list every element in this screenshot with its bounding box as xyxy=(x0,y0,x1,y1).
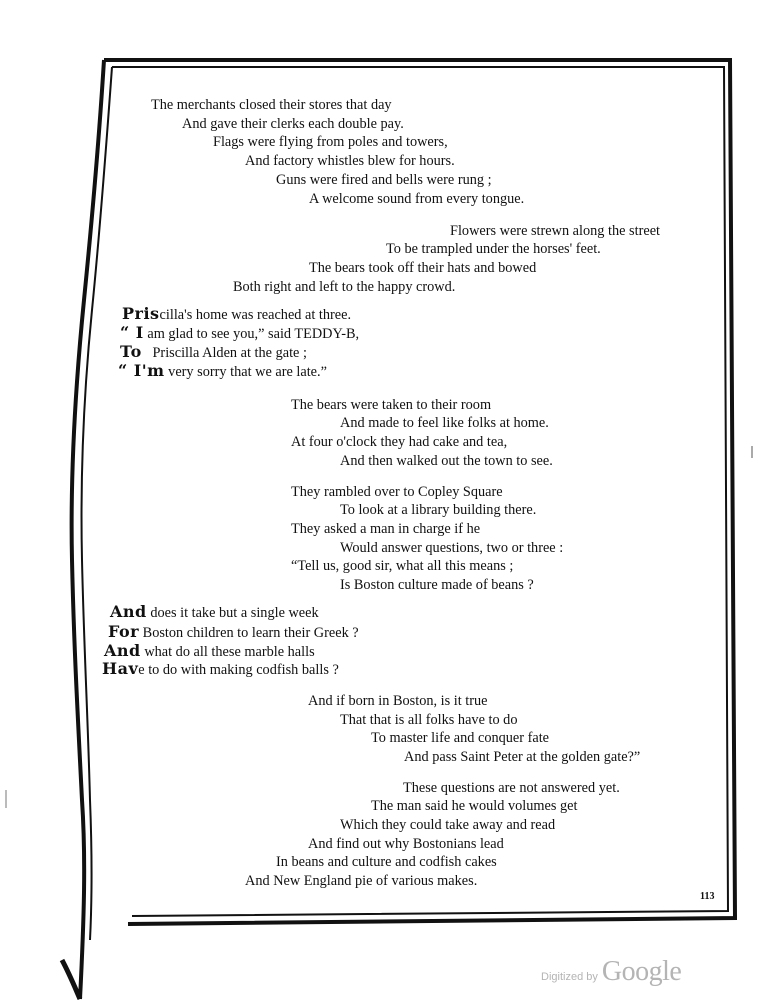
line-rest: very sorry that we are late.” xyxy=(168,364,327,380)
poem-line: The merchants closed their stores that day xyxy=(151,97,392,113)
poem-line: And find out why Bostonians lead xyxy=(308,836,504,852)
poem-line: Would answer questions, two or three : xyxy=(340,540,564,556)
decorated-initial: “ I'm xyxy=(118,361,165,380)
digitized-watermark xyxy=(541,956,681,988)
poem-line xyxy=(120,324,359,343)
page-number: 113 xyxy=(700,891,715,902)
digitized-prefix: Digitized by xyxy=(541,971,598,983)
poem-line: Guns were fired and bells were rung ; xyxy=(276,172,492,188)
poem-line: And pass Saint Peter at the golden gate?” xyxy=(404,749,641,765)
poem-line: At four o'clock they had cake and tea, xyxy=(291,434,508,450)
poem-line: These questions are not answered yet. xyxy=(403,780,620,796)
google-logo: Google xyxy=(601,956,682,987)
poem-line: Which they could take away and read xyxy=(340,817,556,833)
poem-line: Flags were flying from poles and towers, xyxy=(213,134,448,150)
poem-line: That that is all folks have to do xyxy=(340,712,518,728)
decorated-initial: “ I xyxy=(120,323,144,342)
poem-line: To master life and conquer fate xyxy=(371,730,550,746)
decorated-initial: To xyxy=(120,342,142,361)
poem-line: And then walked out the town to see. xyxy=(340,453,553,469)
poem-line: And gave their clerks each double pay. xyxy=(182,116,404,132)
line-rest: what do all these marble halls xyxy=(144,644,315,660)
poem-line: To be trampled under the horses' feet. xyxy=(386,241,601,257)
poem-line: The bears took off their hats and bowed xyxy=(309,260,537,276)
decorated-initial: And xyxy=(104,641,141,660)
decorated-initial: Hav xyxy=(102,659,139,678)
poem-line: To look at a library building there. xyxy=(340,502,537,518)
line-rest: Priscilla Alden at the gate ; xyxy=(152,345,307,361)
poem-line: And New England pie of various makes. xyxy=(245,873,478,889)
poem-line: They rambled over to Copley Square xyxy=(291,484,503,500)
line-rest: e to do with making codfish balls ? xyxy=(138,662,339,678)
poem-line: Is Boston culture made of beans ? xyxy=(340,577,534,593)
poem-line xyxy=(118,362,327,381)
poem-line: And made to feel like folks at home. xyxy=(340,415,549,431)
poem-line: They asked a man in charge if he xyxy=(291,521,481,537)
poem-line xyxy=(102,660,339,679)
poem-line xyxy=(122,305,351,324)
poem-line xyxy=(120,343,307,362)
line-rest: does it take but a single week xyxy=(150,605,319,621)
poem-line: Flowers were strewn along the street xyxy=(450,223,661,239)
poem-line: The man said he would volumes get xyxy=(371,798,578,814)
poem-line: And if born in Boston, is it true xyxy=(308,693,488,709)
decorated-initial: Pris xyxy=(122,304,160,323)
line-rest: am glad to see you,” said TEDDY-B, xyxy=(147,326,360,342)
poem-line xyxy=(108,623,359,642)
decorated-initial: And xyxy=(110,602,147,621)
line-rest: cilla's home was reached at three. xyxy=(159,307,352,323)
poem-line: In beans and culture and codfish cakes xyxy=(276,854,497,870)
poem-line xyxy=(110,603,319,622)
poem-line: A welcome sound from every tongue. xyxy=(309,191,525,207)
poem-line: Both right and left to the happy crowd. xyxy=(233,279,456,295)
poem-line: The bears were taken to their room xyxy=(291,397,492,413)
poem-line: “Tell us, good sir, what all this means ; xyxy=(291,558,514,574)
poem-line: And factory whistles blew for hours. xyxy=(245,153,455,169)
line-rest: Boston children to learn their Greek ? xyxy=(142,625,359,641)
decorated-initial: For xyxy=(108,622,140,641)
